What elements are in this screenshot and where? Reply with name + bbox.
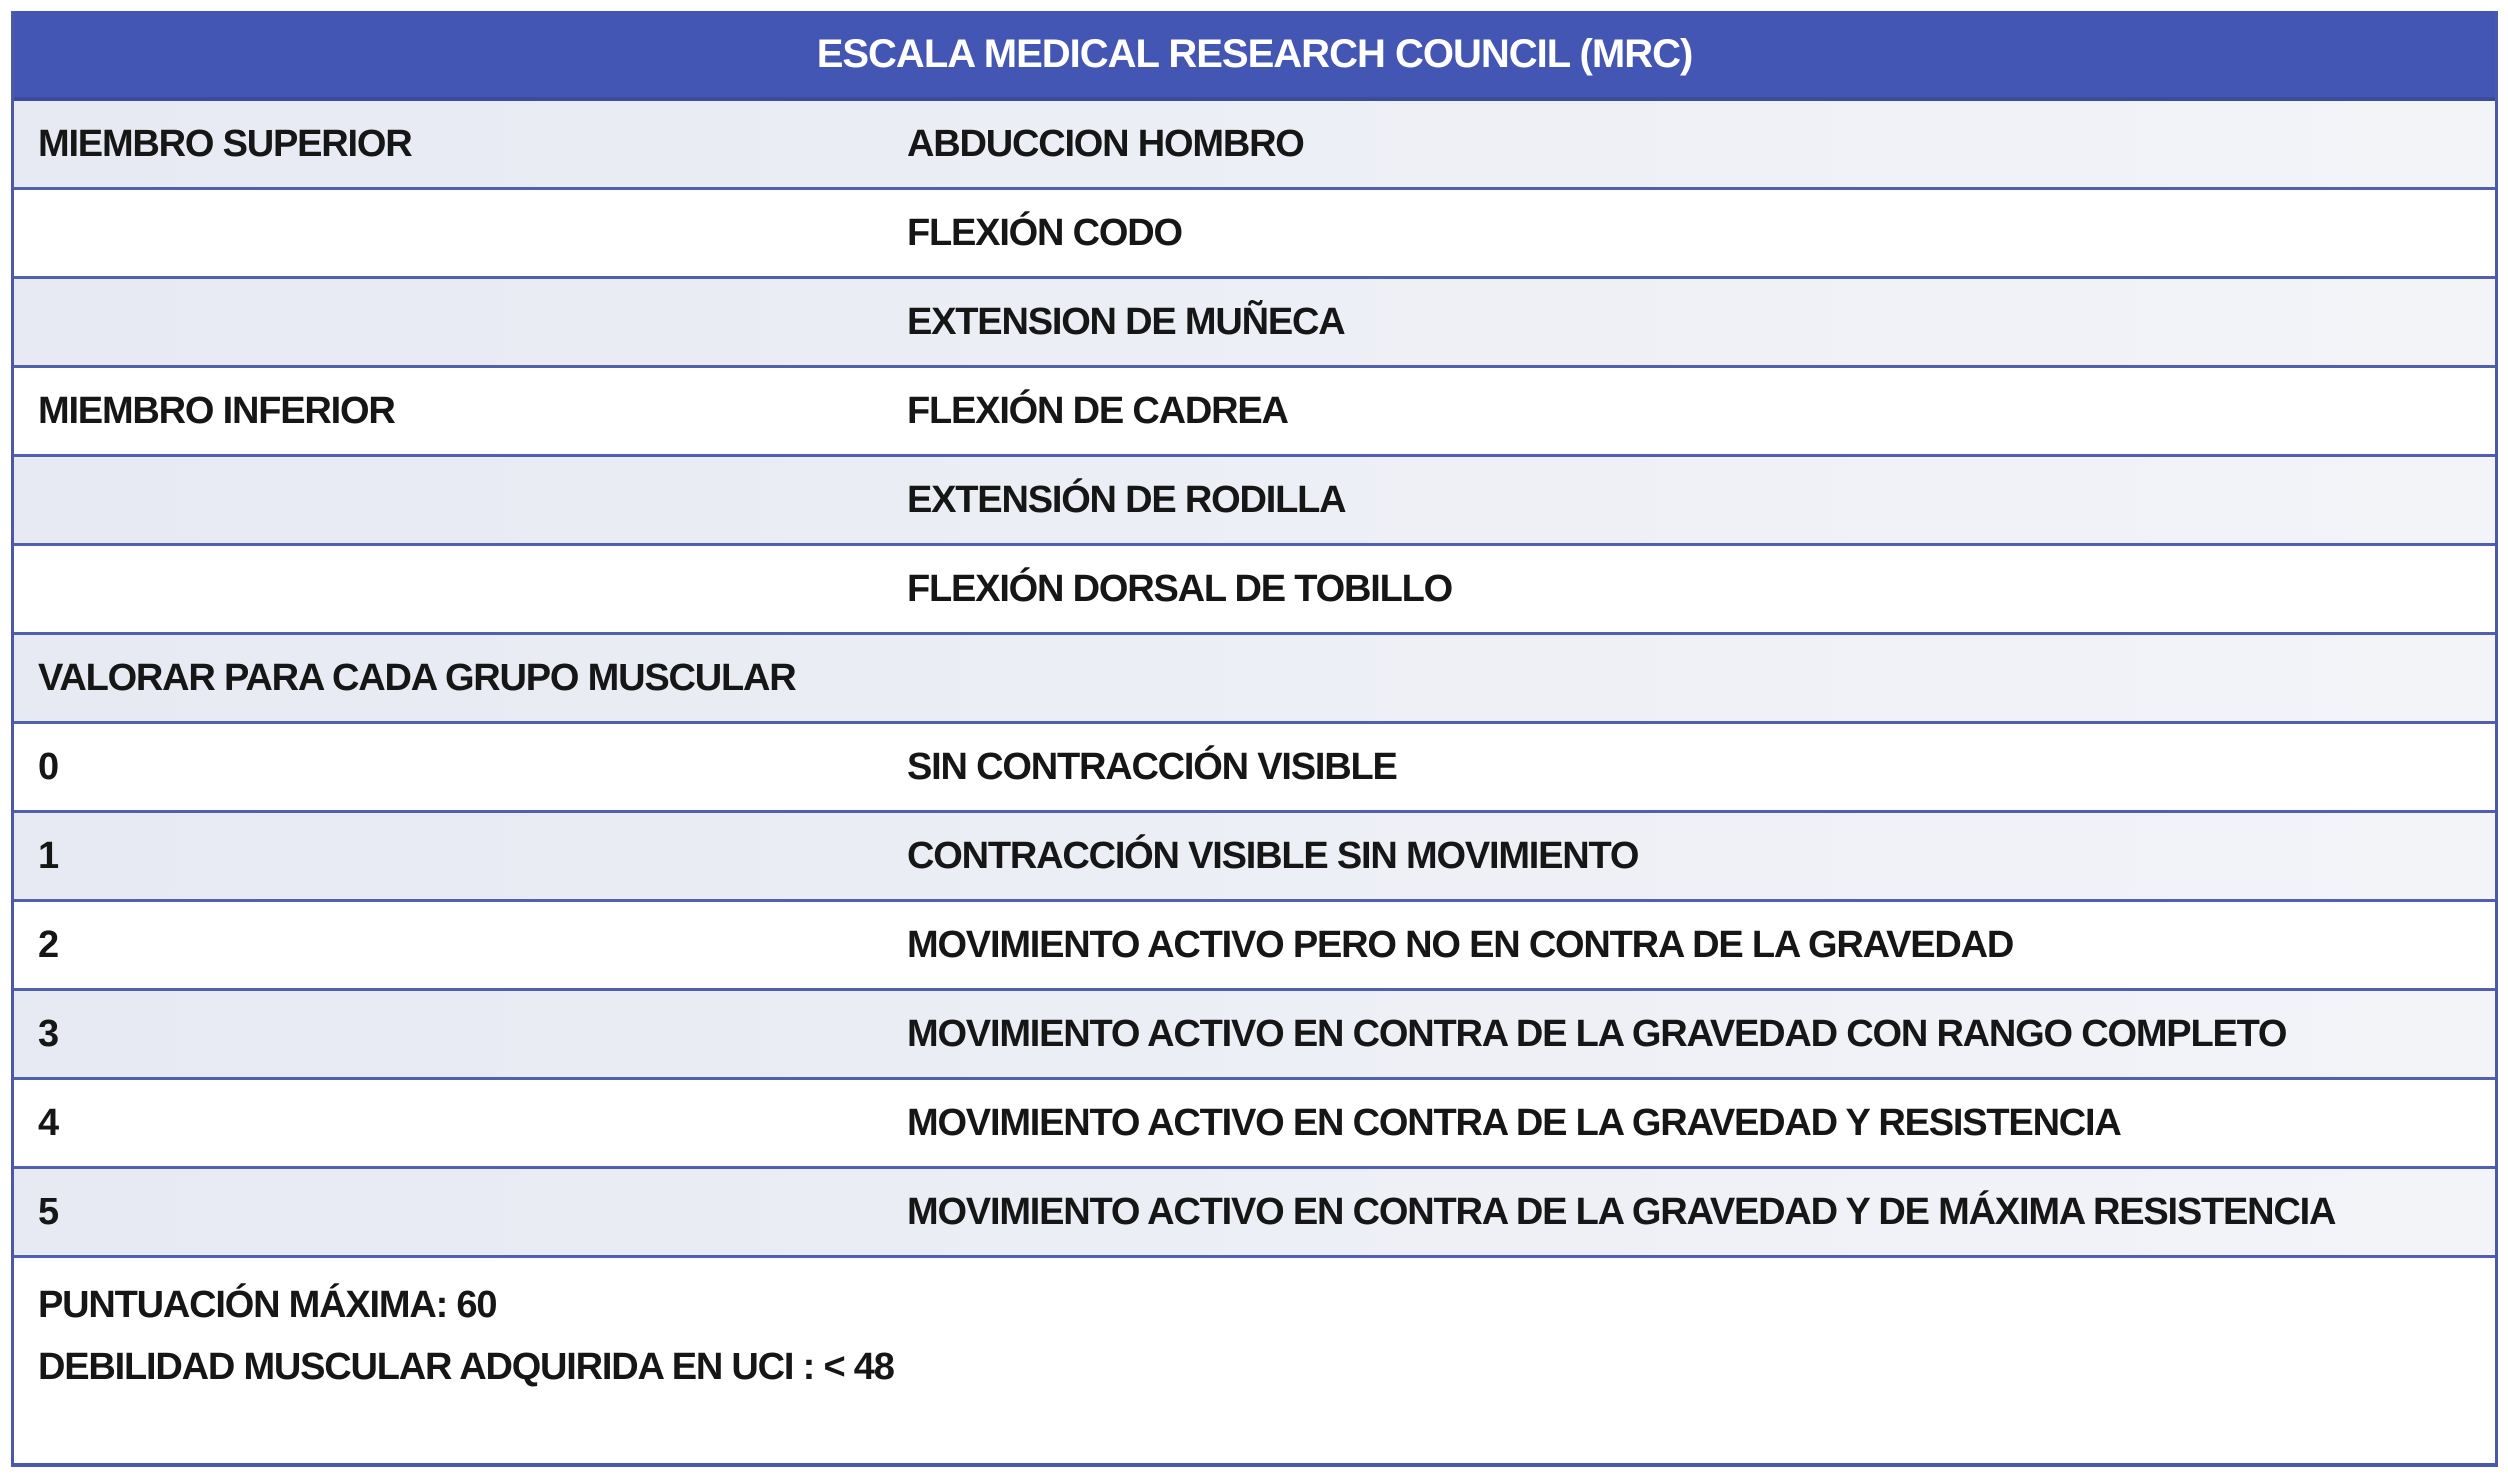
table-row — [14, 457, 2495, 546]
scoring-header-row — [14, 635, 2495, 724]
movement-label: FLEXIÓN CODO — [907, 211, 1182, 254]
movement-label: ABDUCCION HOMBRO — [907, 122, 1304, 165]
table-row — [14, 902, 2495, 991]
movement-label: FLEXIÓN DE CADREA — [907, 389, 1288, 432]
grade-description: MOVIMIENTO ACTIVO EN CONTRA DE LA GRAVEDAD Y DE MÁXIMA RESISTENCIA — [907, 1190, 2336, 1233]
limb-label: MIEMBRO INFERIOR — [38, 389, 395, 432]
grade-description: SIN CONTRACCIÓN VISIBLE — [907, 745, 1397, 788]
grade-description: MOVIMIENTO ACTIVO PERO NO EN CONTRA DE LA GRAVEDAD — [907, 923, 2014, 966]
grade-score: 5 — [38, 1190, 58, 1233]
grade-description: MOVIMIENTO ACTIVO EN CONTRA DE LA GRAVEDAD CON RANGO COMPLETO — [907, 1012, 2287, 1055]
table-row — [14, 1080, 2495, 1169]
table-row — [14, 368, 2495, 457]
grade-score: 3 — [38, 1012, 58, 1055]
table-row — [14, 724, 2495, 813]
grade-score: 4 — [38, 1101, 58, 1144]
table-row — [14, 991, 2495, 1080]
icu-weakness-text: DEBILIDAD MUSCULAR ADQUIRIDA EN UCI : < 48 — [38, 1345, 894, 1388]
grade-score: 1 — [38, 834, 58, 877]
movement-label: EXTENSIÓN DE RODILLA — [907, 478, 1346, 521]
table-row — [14, 1169, 2495, 1258]
grade-score: 2 — [38, 923, 58, 966]
grade-score: 0 — [38, 745, 58, 788]
limb-label: MIEMBRO SUPERIOR — [38, 122, 412, 165]
movement-label: FLEXIÓN DORSAL DE TOBILLO — [907, 567, 1452, 610]
table-row — [14, 101, 2495, 190]
table-row — [14, 546, 2495, 635]
movement-label: EXTENSION DE MUÑECA — [907, 300, 1345, 343]
grade-description: MOVIMIENTO ACTIVO EN CONTRA DE LA GRAVEDAD Y RESISTENCIA — [907, 1101, 2121, 1144]
mrc-scale-table — [11, 11, 2498, 1467]
table-row — [14, 813, 2495, 902]
max-score-text: PUNTUACIÓN MÁXIMA: 60 — [38, 1283, 497, 1326]
table-row — [14, 190, 2495, 279]
table-row — [14, 279, 2495, 368]
table-title: ESCALA MEDICAL RESEARCH COUNCIL (MRC) — [14, 11, 2495, 101]
table-footer — [14, 1258, 2495, 1463]
scoring-header: VALORAR PARA CADA GRUPO MUSCULAR — [38, 656, 796, 699]
grade-description: CONTRACCIÓN VISIBLE SIN MOVIMIENTO — [907, 834, 1639, 877]
